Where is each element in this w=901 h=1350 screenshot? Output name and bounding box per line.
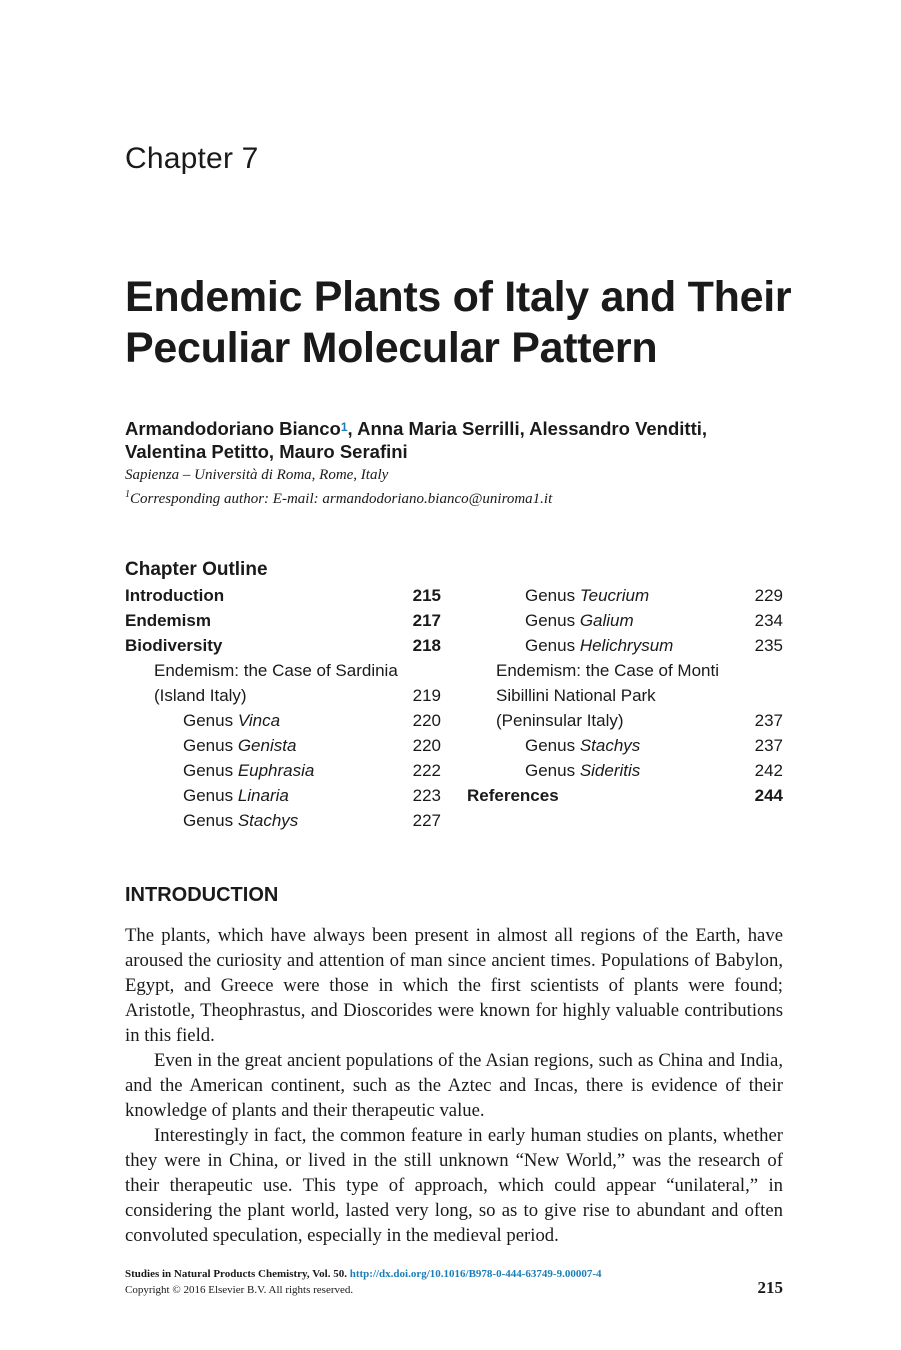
outline-page-number: 215 [412, 586, 441, 605]
corresponding-author-marker[interactable]: 1 [340, 420, 348, 434]
outline-entry-label: (Peninsular Italy) [496, 711, 624, 730]
paragraph: Even in the great ancient populations of the Asian regions, such as China and India, and the American continent, such as the Aztec and Incas, there is evidence of their knowledge of plants and their therapeutic value. [125, 1050, 783, 1121]
chapter-label: Chapter 7 [125, 142, 259, 175]
paragraph: The plants, which have always been present in almost all regions of the Earth, have aroused the curiosity and attention of man since ancient times. Populations of Babylon, Egypt, and Greece were those in which the first scientists of plants were found; Aristotle, Theophrastus, and Dioscorides were known for highly valuable contributions in this field. [125, 925, 783, 1046]
chapter-title [125, 272, 805, 374]
outline-entry[interactable] [125, 608, 211, 633]
outline-entry[interactable] [154, 683, 247, 708]
outline-entry[interactable] [525, 633, 673, 658]
outline-entry[interactable] [496, 683, 656, 708]
outline-entry-label: Introduction [125, 586, 225, 605]
authors-line-2: Valentina Petitto, Mauro Serafini [125, 441, 408, 462]
outline-page-number: 220 [412, 711, 441, 730]
outline-entry-label [183, 786, 289, 805]
outline-page-number: 219 [412, 686, 441, 705]
outline-entry[interactable] [467, 783, 559, 808]
genus-prefix: Genus [183, 761, 238, 780]
outline-entry-label [525, 736, 640, 755]
genus-prefix: Genus [525, 736, 580, 755]
genus-prefix: Genus [183, 786, 238, 805]
outline-entry-label: Sibillini National Park [496, 686, 656, 705]
corresponding-text: Corresponding author: E-mail: armandodoriano.bianco@uniroma1.it [130, 491, 553, 507]
outline-entry-label [183, 811, 298, 830]
footer-citation [125, 1268, 602, 1280]
genus-name: Euphrasia [237, 761, 315, 780]
genus-prefix: Genus [183, 736, 238, 755]
outline-page-number: 218 [412, 636, 441, 655]
outline-entry-label: Biodiversity [125, 636, 223, 655]
outline-entry-label [183, 711, 280, 730]
genus-prefix: Genus [183, 711, 238, 730]
outline-entry-label [525, 761, 640, 780]
outline-entry[interactable] [125, 583, 224, 608]
series-name: Studies in Natural Products Chemistry, Vol. 50. [125, 1268, 347, 1280]
genus-prefix: Genus [183, 811, 238, 830]
outline-entry[interactable] [154, 658, 398, 683]
genus-name: Linaria [237, 786, 289, 805]
outline-entry-label [183, 761, 314, 780]
author-list [125, 417, 775, 463]
outline-page-number: 227 [412, 811, 441, 830]
genus-name: Galium [579, 611, 634, 630]
paragraph: Interestingly in fact, the common feature in early human studies on plants, whether they were in China, or lived in the still unknown “New World,” was the research of their therapeutic use. This type of approach, which could appear “unilateral,” in considering the plant world, lasted very long, so as to give rise to abundant and often convoluted speculation, especially in the medieval period. [125, 1125, 783, 1246]
outline-entry[interactable] [525, 758, 640, 783]
outline-entry[interactable] [125, 633, 222, 658]
outline-heading: Chapter Outline [125, 559, 268, 580]
genus-name: Teucrium [579, 586, 650, 605]
genus-name: Genista [237, 736, 297, 755]
outline-page-number: 237 [754, 736, 783, 755]
affiliation: Sapienza – Università di Roma, Rome, Italy [125, 467, 389, 483]
genus-name: Vinca [237, 711, 281, 730]
page-number: 215 [757, 1278, 783, 1297]
outline-page-number: 234 [754, 611, 783, 630]
genus-prefix: Genus [525, 611, 580, 630]
authors-line-1 [125, 417, 775, 440]
outline-page-number: 222 [412, 761, 441, 780]
section-heading: INTRODUCTION [125, 884, 279, 906]
outline-entry[interactable] [183, 733, 296, 758]
genus-name: Helichrysum [579, 636, 674, 655]
outline-entry[interactable] [496, 658, 719, 683]
outline-page-number: 220 [412, 736, 441, 755]
first-author: Armandodoriano Bianco [125, 418, 341, 439]
outline-entry[interactable] [525, 733, 640, 758]
corresponding-sup: 1 [125, 489, 130, 500]
corresponding-author [125, 489, 552, 508]
title-line-1: Endemic Plants of Italy and Their [125, 273, 792, 321]
outline-page-number: 237 [754, 711, 783, 730]
genus-name: Stachys [237, 811, 299, 830]
outline-page-number: 223 [412, 786, 441, 805]
outline-entry[interactable] [496, 708, 624, 733]
outline-entry-label [525, 636, 673, 655]
outline-page-number: 242 [754, 761, 783, 780]
body-text [125, 923, 783, 1248]
outline-entry[interactable] [183, 708, 280, 733]
genus-prefix: Genus [525, 761, 580, 780]
outline-page-number: 235 [754, 636, 783, 655]
outline-page-number: 217 [412, 611, 441, 630]
outline-page-number: 244 [754, 786, 783, 805]
genus-prefix: Genus [525, 636, 580, 655]
outline-entry-label: Endemism: the Case of Monti [496, 661, 719, 680]
outline-entry-label [525, 611, 634, 630]
outline-entry[interactable] [525, 608, 634, 633]
genus-name: Stachys [579, 736, 641, 755]
title-line-2: Peculiar Molecular Pattern [125, 324, 658, 372]
outline-entry[interactable] [525, 583, 649, 608]
outline-entry[interactable] [183, 808, 298, 833]
outline-entry-label [525, 586, 649, 605]
outline-entry-label [183, 736, 296, 755]
outline-entry-label: Endemism: the Case of Sardinia [154, 661, 398, 680]
outline-entry[interactable] [183, 758, 314, 783]
authors-rest: , Anna Maria Serrilli, Alessandro Venditti, [347, 418, 708, 439]
outline-entry-label: Endemism [125, 611, 211, 630]
copyright: Copyright © 2016 Elsevier B.V. All rights reserved. [125, 1284, 354, 1296]
genus-name: Sideritis [579, 761, 641, 780]
outline-entry-label: (Island Italy) [154, 686, 247, 705]
genus-prefix: Genus [525, 586, 580, 605]
outline-page-number: 229 [754, 586, 783, 605]
doi-link[interactable]: http://dx.doi.org/10.1016/B978-0-444-63749-9.00007-4 [349, 1268, 602, 1280]
outline-entry-label: References [467, 786, 559, 805]
outline-entry[interactable] [183, 783, 289, 808]
